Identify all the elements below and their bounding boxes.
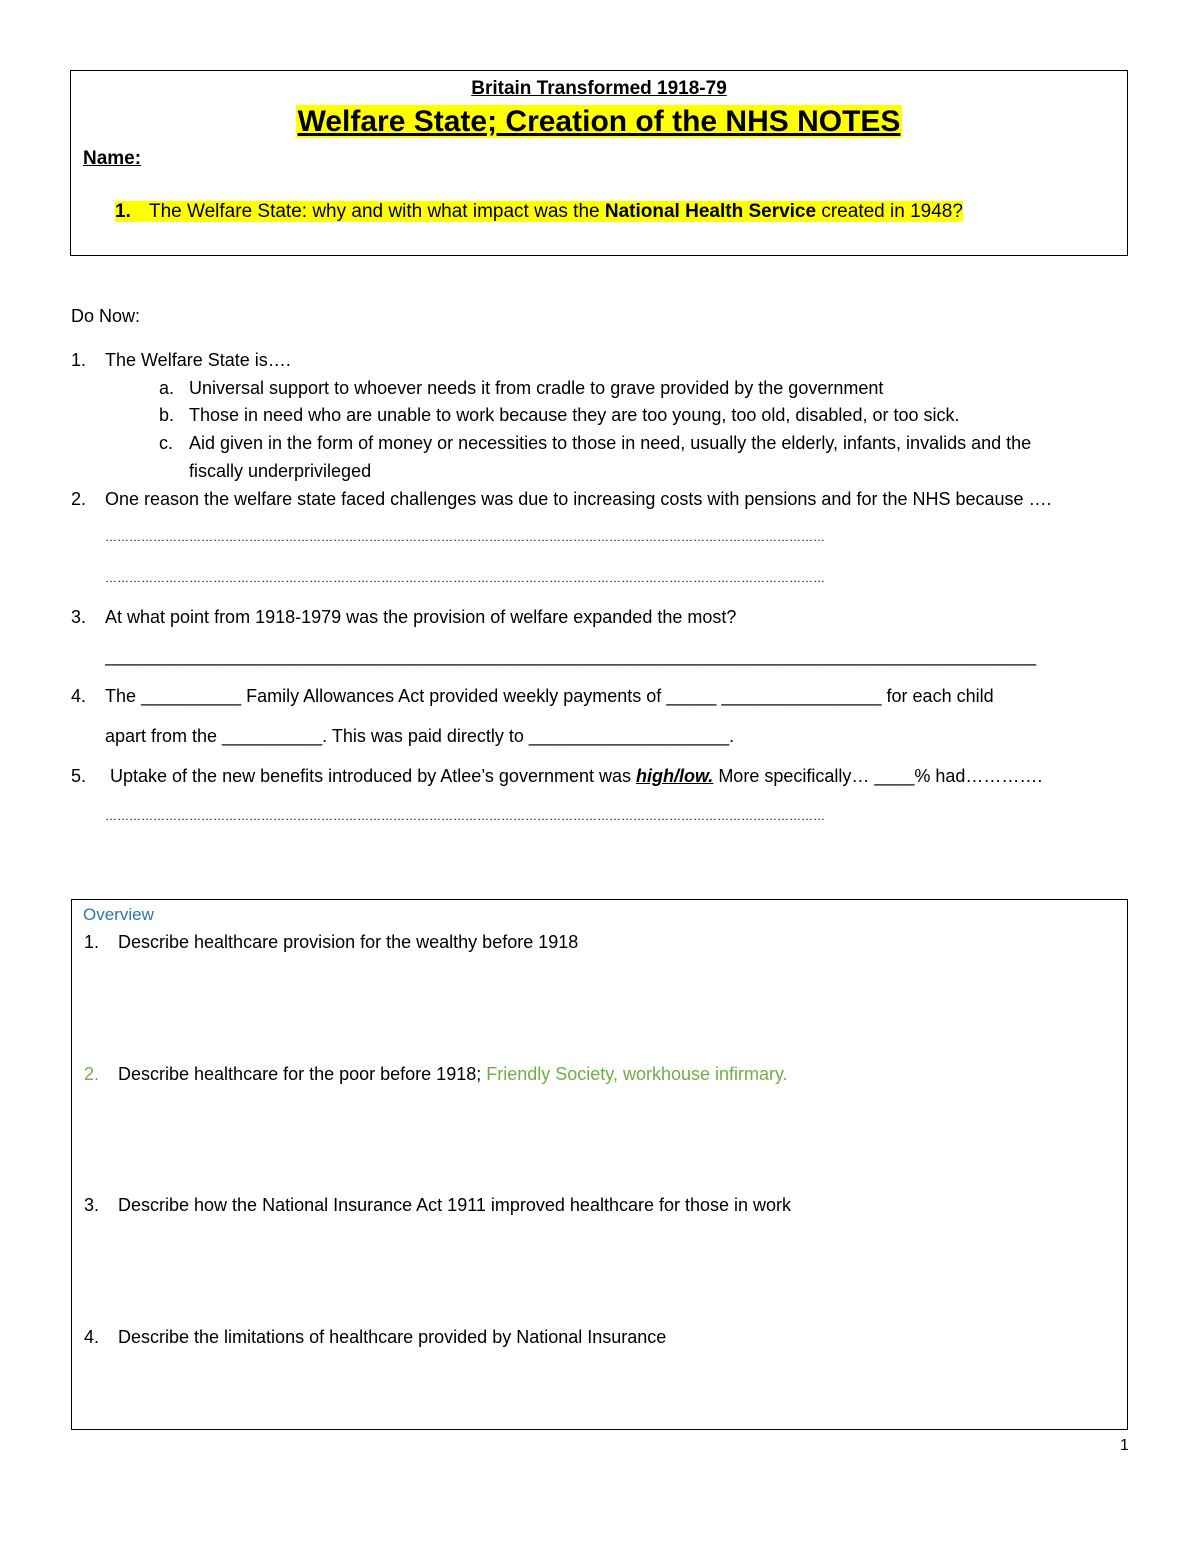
q4-number: 4. <box>71 686 87 706</box>
overview-item-1 <box>84 932 578 953</box>
q1-option-c-line2: fiscally underprivileged <box>189 461 372 481</box>
q4-line-2[interactable]: apart from the __________. This was paid directly to ____________________. <box>105 726 735 746</box>
q5-text-after[interactable]: More specifically… ____% had…………. <box>713 766 1043 786</box>
overview-item-2-text: Describe healthcare for the poor before 1918; <box>118 1064 487 1084</box>
q5-text-before: Uptake of the new benefits introduced by Atlee’s government was <box>105 766 636 786</box>
q5-emphasis: high/low. <box>635 766 714 786</box>
overview-box <box>71 899 1128 1430</box>
name-label: Name: <box>83 148 142 169</box>
q3-text: At what point from 1918-1979 was the provision of welfare expanded the most? <box>105 607 737 627</box>
q3 <box>71 607 736 628</box>
q1-option-b <box>159 405 959 426</box>
q1 <box>71 350 291 371</box>
do-now-label: Do Now: <box>71 306 141 326</box>
q1-option-b-letter: b. <box>159 405 175 425</box>
overview-item-4 <box>84 1327 666 1348</box>
main-title <box>71 105 1127 139</box>
course-title: Britain Transformed 1918-79 <box>471 78 727 99</box>
q4-line-1[interactable]: The __________ Family Allowances Act provided weekly payments of _____ ________________ for each child <box>105 686 994 706</box>
q5 <box>71 766 1042 787</box>
overview-title: Overview <box>83 905 154 924</box>
overview-item-1-text: Describe healthcare provision for the wealthy before 1918 <box>118 932 579 952</box>
overview-item-4-text: Describe the limitations of healthcare provided by National Insurance <box>118 1327 667 1347</box>
key-question-highlight <box>115 201 963 222</box>
q1-option-b-text: Those in need who are unable to work because they are too young, too old, disabled, or too sick. <box>189 405 960 425</box>
q2-text: One reason the welfare state faced challenges was due to increasing costs with pensions and for the NHS because …. <box>105 489 1052 509</box>
key-question-text-before: The Welfare State: why and with what impact was the <box>149 201 605 222</box>
overview-item-3 <box>84 1195 791 1216</box>
key-question-text-after: created in 1948? <box>816 201 963 222</box>
overview-item-2 <box>84 1064 788 1085</box>
q5-answer-line[interactable]: ……………………………………………………………………………………………………………………………………………………………… <box>105 809 825 823</box>
overview-item-2-answer: Friendly Society, workhouse infirmary. <box>486 1064 788 1084</box>
q1-option-c-letter: c. <box>159 433 174 453</box>
overview-item-1-number: 1. <box>84 932 100 952</box>
header-box <box>70 70 1128 256</box>
overview-item-2-number: 2. <box>84 1064 100 1084</box>
q2-answer-line-1[interactable]: ……………………………………………………………………………………………………………………………………………………………… <box>105 530 825 544</box>
q1-option-a-text: Universal support to whoever needs it from cradle to grave provided by the government <box>189 378 884 398</box>
q3-answer-line[interactable]: _____________________________________________________________________________________________ <box>105 646 1036 666</box>
q2-answer-line-2[interactable]: ……………………………………………………………………………………………………………………………………………………………… <box>105 571 825 585</box>
q2-number: 2. <box>71 489 87 509</box>
overview-item-3-number: 3. <box>84 1195 100 1215</box>
main-title-text: Welfare State; Creation of the NHS NOTES <box>297 105 901 138</box>
q1-option-c <box>159 433 1031 454</box>
key-question-number: 1. <box>115 201 131 222</box>
q1-option-a-letter: a. <box>159 378 175 398</box>
overview-item-3-text: Describe how the National Insurance Act 1911 improved healthcare for those in work <box>118 1195 792 1215</box>
key-question-bold: National Health Service <box>604 201 817 222</box>
q5-number: 5. <box>71 766 87 786</box>
q3-number: 3. <box>71 607 87 627</box>
overview-item-4-number: 4. <box>84 1327 100 1347</box>
key-question <box>115 201 963 223</box>
q1-number: 1. <box>71 350 87 370</box>
q2 <box>71 489 1052 510</box>
page-number: 1 <box>1120 1437 1129 1454</box>
q1-option-a <box>159 378 883 399</box>
q1-option-c-text: Aid given in the form of money or necessities to those in need, usually the elderly, infants, invalids and the <box>189 433 1032 453</box>
q4 <box>71 686 994 707</box>
q1-text: The Welfare State is…. <box>105 350 291 370</box>
